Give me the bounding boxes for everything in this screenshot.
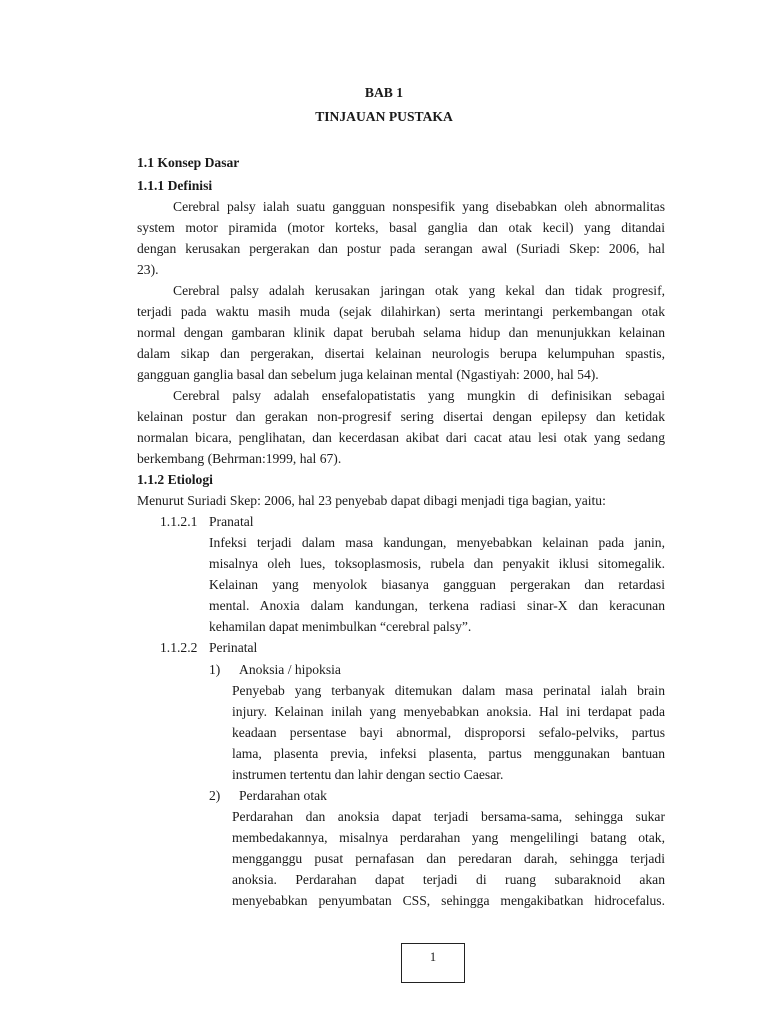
anoksia-paragraph <box>232 680 665 785</box>
perinatal-item-label: Anoksia / hipoksia <box>239 662 341 677</box>
pranatal-number: 1.1.2.1 <box>160 514 198 529</box>
perinatal-number: 1.1.2.2 <box>160 640 198 655</box>
definisi-paragraph-1 <box>137 196 665 280</box>
text-line: Infeksi terjadi dalam masa kandungan, menyebabkan kelainan pada janin, <box>209 535 665 550</box>
text-line: mental. Anoxia dalam kandungan, terkena radiasi sinar-X dan keracunan <box>209 598 665 613</box>
text-line: dalam sikap dan pergerakan, disertai kelainan neurologis berupa kelumpuhan spastis, <box>137 346 665 361</box>
text-line: Cerebral palsy adalah kerusakan jaringan otak yang kekal dan tidak progresif, <box>173 283 665 298</box>
text-line: terjadi pada waktu masih muda (sejak dilahirkan) serta merintangi perkembangan otak <box>137 304 665 319</box>
subsection-heading-definisi: 1.1.1 Definisi <box>137 178 213 193</box>
definisi-paragraph-2 <box>137 280 665 385</box>
text-line: Cerebral palsy adalah ensefalopatistatis yang mungkin di definisikan sebagai <box>173 388 665 403</box>
text-line: keadaan persentase bayi abnormal, disproporsi sefalo-pelviks, partus <box>232 725 665 740</box>
etiologi-intro: Menurut Suriadi Skep: 2006, hal 23 penyebab dapat dibagi menjadi tiga bagian, yaitu: <box>137 493 606 508</box>
text-line: dengan kerusakan pergerakan dan postur pada serangan awal (Suriadi Skep: 2006, hal <box>137 241 665 256</box>
page-number: 1 <box>429 950 437 964</box>
text-line: membedakannya, misalnya perdarahan yang mengelilingi batang otak, <box>232 830 665 845</box>
text-line: normal dengan gambaran klinik dapat berubah selama hidup dan menunjukkan kelainan <box>137 325 665 340</box>
text-line: Kelainan yang menyolok biasanya gangguan pergerakan dan retardasi <box>209 577 665 592</box>
subsection-heading-etiologi: 1.1.2 Etiologi <box>137 472 213 487</box>
text-line: gangguan ganglia basal dan sebelum juga kelainan mental (Ngastiyah: 2000, hal 54). <box>137 367 599 382</box>
pranatal-label: Pranatal <box>209 514 254 529</box>
perinatal-item-number: 2) <box>209 788 221 803</box>
text-line: anoksia. Perdarahan dapat terjadi di ruang subaraknoid akan <box>232 872 665 887</box>
text-line: system motor piramida (motor korteks, basal ganglia dan otak kecil) yang ditandai <box>137 220 665 235</box>
text-line: kehamilan dapat menimbulkan “cerebral palsy”. <box>209 619 472 634</box>
text-line: Perdarahan dan anoksia dapat terjadi bersama-sama, sehingga sukar <box>232 809 665 824</box>
text-line: Cerebral palsy ialah suatu gangguan nonspesifik yang disebabkan oleh abnormalitas <box>173 199 665 214</box>
chapter-number: BAB 1 <box>364 85 404 100</box>
text-line: berkembang (Behrman:1999, hal 67). <box>137 451 342 466</box>
definisi-paragraph-3 <box>137 385 665 469</box>
text-line: menyebabkan penyumbatan CSS, sehingga mengakibatkan hidrocefalus. <box>232 893 665 908</box>
text-line: kelainan postur dan gerakan non-progresif sering disertai dengan epilepsy dan ketidak <box>137 409 665 424</box>
text-line: normalan bicara, penglihatan, dan kecerdasan akibat dari cacat atau lesi otak yang sedang <box>137 430 665 445</box>
text-line: Penyebab yang terbanyak ditemukan dalam masa perinatal ialah brain <box>232 683 665 698</box>
text-line: mengganggu pusat pernafasan dan peredaran darah, sehingga terjadi <box>232 851 665 866</box>
page-number-box <box>401 943 465 983</box>
text-line: 23). <box>137 262 159 277</box>
text-line: lama, plasenta previa, infeksi plasenta, partus menggunakan bantuan <box>232 746 665 761</box>
chapter-title: TINJAUAN PUSTAKA <box>315 109 453 124</box>
perdarahan-paragraph <box>232 806 665 911</box>
perinatal-item-label: Perdarahan otak <box>239 788 327 803</box>
section-heading: 1.1 Konsep Dasar <box>137 155 240 170</box>
pranatal-paragraph <box>209 532 665 637</box>
text-line: misalnya oleh lues, toksoplasmosis, rubela dan penyakit iklusi sitomegalik. <box>209 556 665 571</box>
perinatal-label: Perinatal <box>209 640 258 655</box>
text-line: injury. Kelainan inilah yang menyebabkan anoksia. Hal ini terdapat pada <box>232 704 665 719</box>
text-line: instrumen tertentu dan lahir dengan sectio Caesar. <box>232 767 504 782</box>
perinatal-item-number: 1) <box>209 662 221 677</box>
